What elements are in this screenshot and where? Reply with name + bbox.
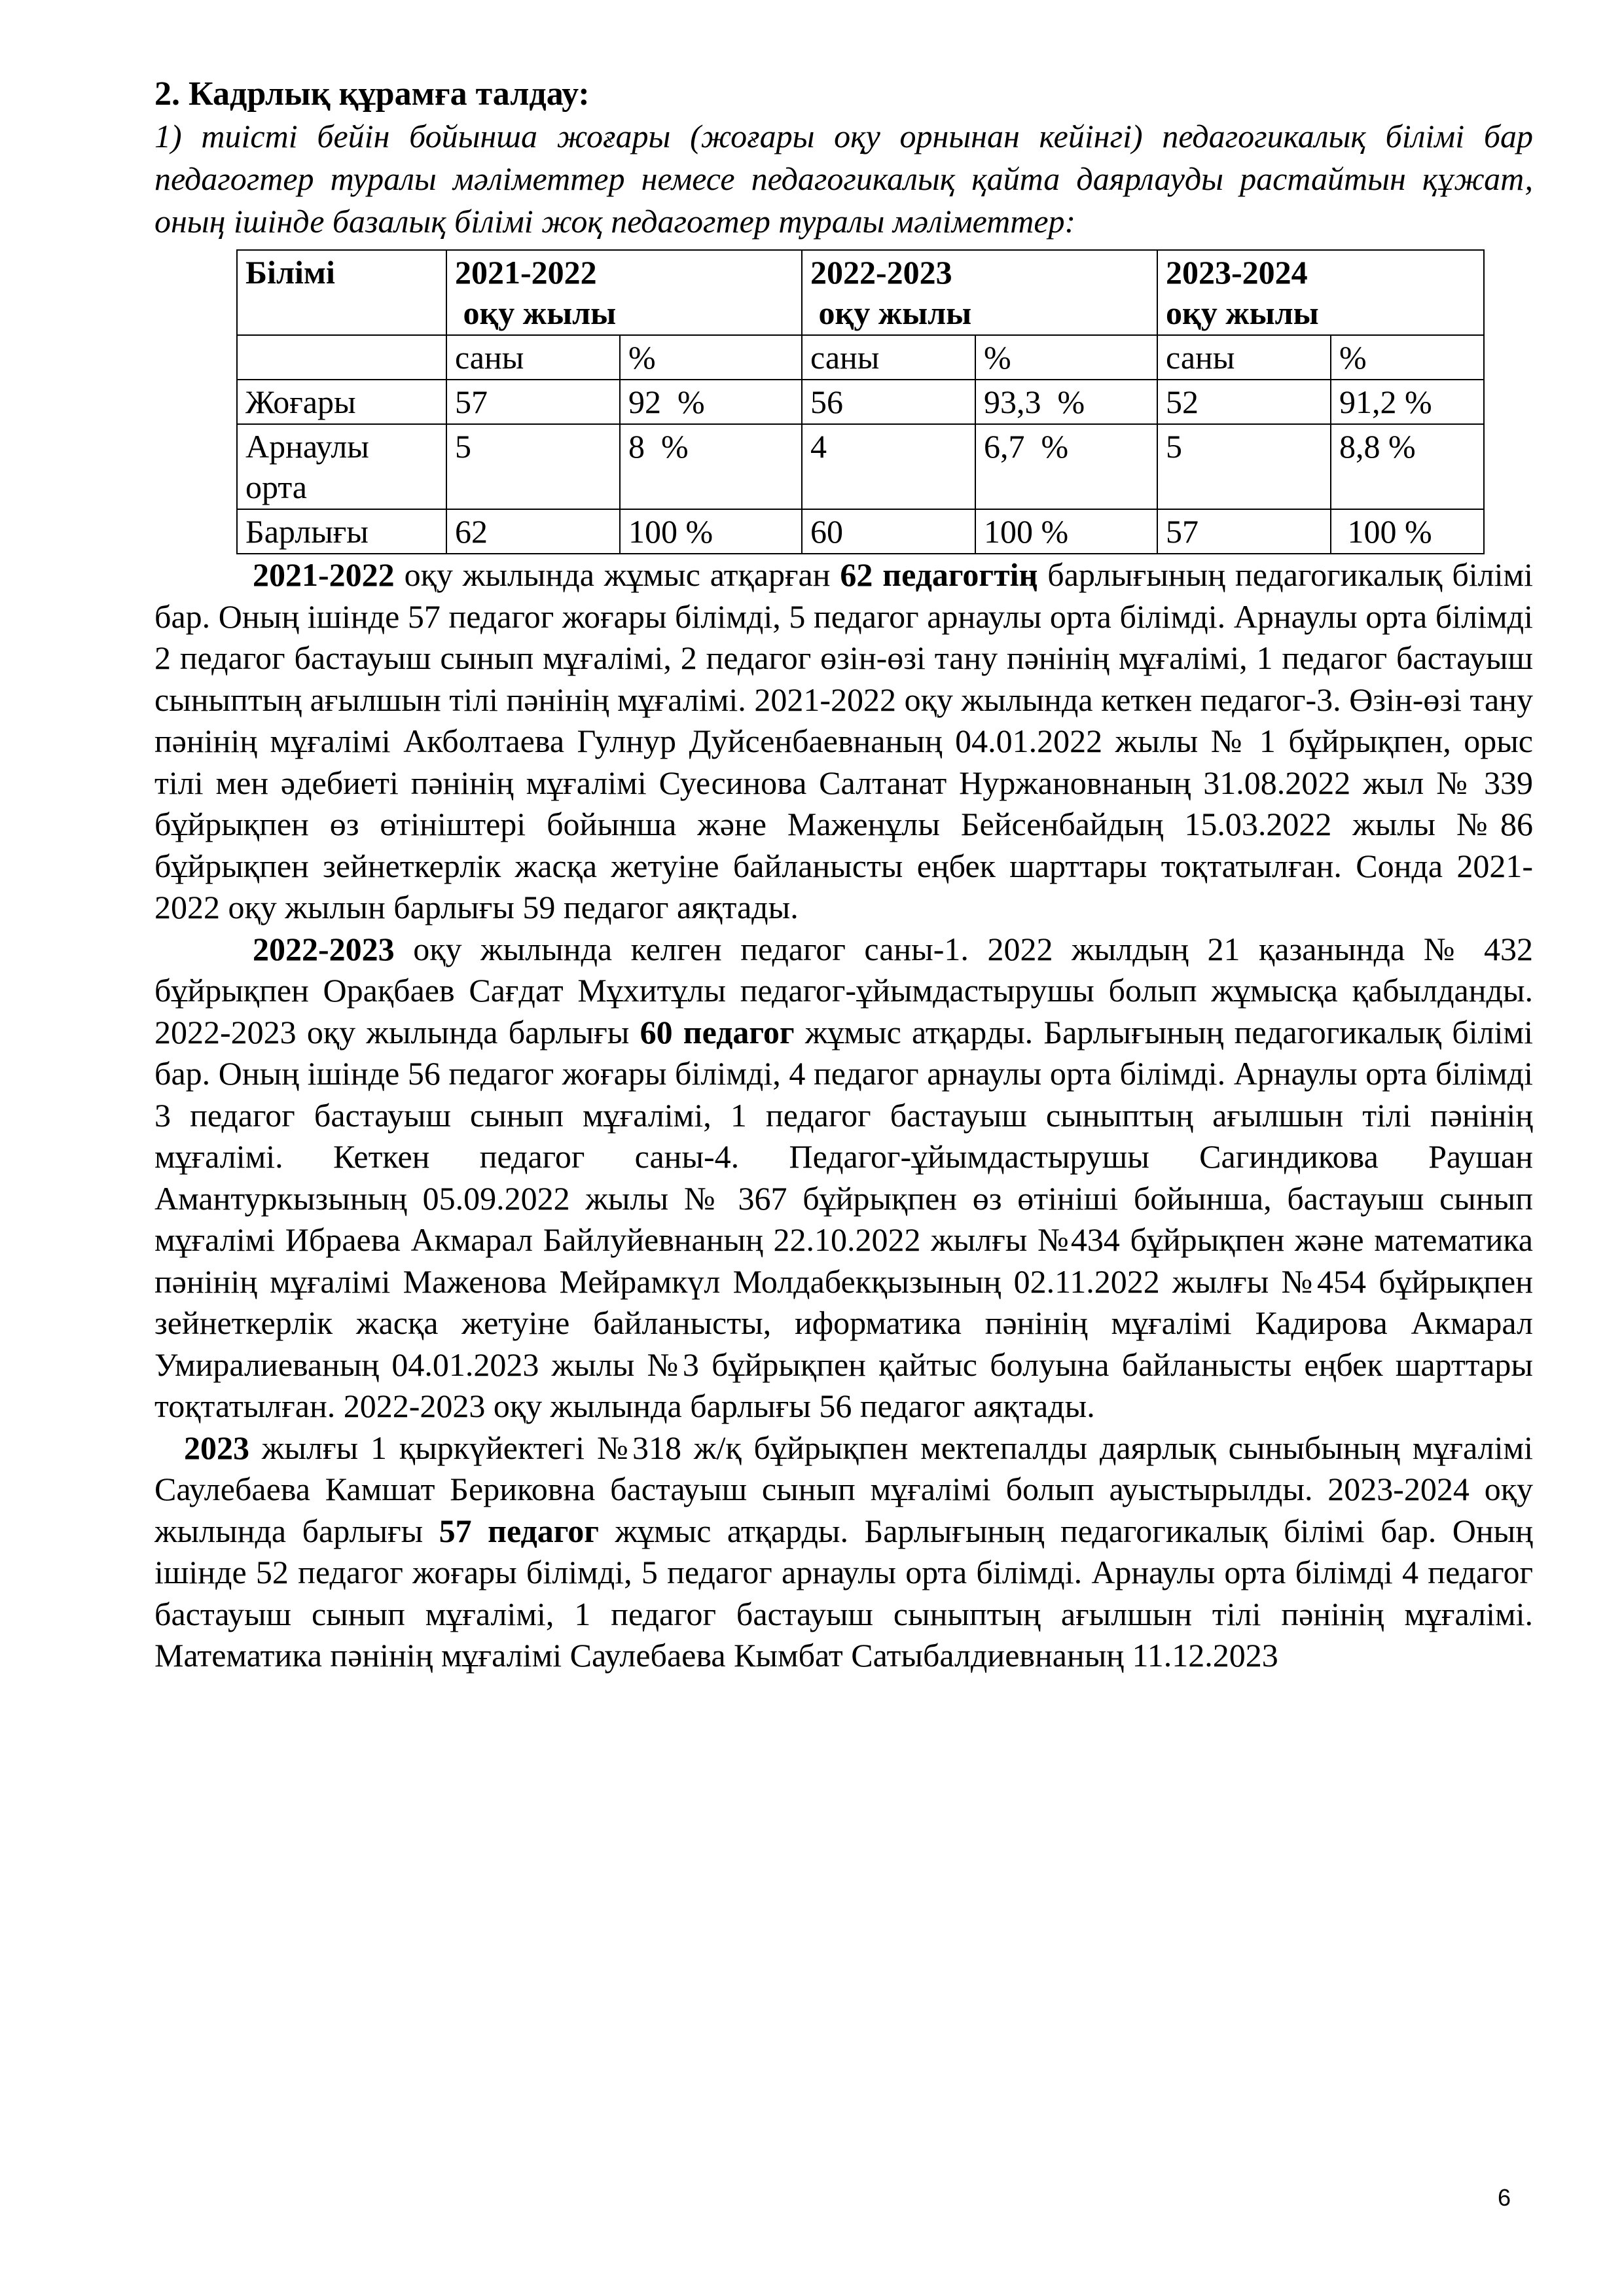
paragraph-2022-2023 [154, 929, 1533, 1427]
section-heading: 2. Кадрлық құрамға талдау: [154, 75, 590, 113]
paragraph-text: оқу жылында жұмыс атқарған [394, 556, 840, 593]
table-cell: 8 % [620, 424, 802, 509]
percent-label: % [975, 335, 1157, 380]
row-label: Арнаулы орта [237, 424, 446, 509]
paragraph-bold: 60 педагог [640, 1013, 795, 1050]
paragraph-text: жұмыс атқарды. Барлығының педагогикалық білімі бар. Оның ішінде 52 педагог жоғары білімді, 5 педагог арнаулы орта білімді. Арнаулы орта білімді 4 педагог бастауыш сынып мұғалімі, 1 педагог бастауыш сыныптың ағылшын тілі пәнінің мұғалімі. Математика пәнінің мұғалімі Саулебаева Кымбат Сатыбалдиевнаның 11.12.2023 [154, 1512, 1533, 1674]
table-cell: 62 [446, 509, 620, 554]
empty-cell [237, 335, 446, 380]
count-label: саны [802, 335, 975, 380]
header-year-1-label: 2021-2022 [455, 254, 597, 291]
percent-label: % [1331, 335, 1484, 380]
table-cell: 57 [446, 380, 620, 424]
table-row [237, 509, 1484, 554]
header-year-1 [446, 250, 802, 335]
table-cell: 93,3 % [975, 380, 1157, 424]
paragraph-text: барлығының педагогикалық білімі бар. Оның ішінде 57 педагог жоғары білімді, 5 педагог арнаулы орта білімді. Арнаулы орта білімді 2 педагог бастауыш сынып мұғалімі, 2 педагог өзін-өзі тану пәнінің мұғалімі, 1 педагог бастауыш сыныптың ағылшын тілі пәнінің мұғалімі. 2021-2022 оқу жылында кеткен педагог-3. Өзін-өзі тану пәнінің мұғалімі Акболтаева Гулнур Дуйсенбаевнаның 04.01.2022 жылы № 1 бұйрықпен, орыс тілі мен әдебиеті пәнінің мұғалімі Суесинова Салтанат Нуржановнаның 31.08.2022 жыл № 339 бұйрықпен өз өтініштері бойынша және Маженұлы Бейсенбайдың 15.03.2022 жылы №86 бұйрықпен зейнеткерлік жасқа жетуіне байланысты еңбек шарттары тоқтатылған. Сонда 2021-2022 оқу жылын барлығы 59 педагог аяқтады. [154, 556, 1534, 925]
paragraph-text: жұмыс атқарды. Барлығының педагогикалық білімі бар. Оның ішінде 56 педагог жоғары білімді, 4 педагог арнаулы орта білімді. Арнаулы орта білімді 3 педагог бастауыш сынып мұғалімі, 1 педагог бастауыш сыныптың ағылшын тілі пәнінің мұғалімі. Кеткен педагог саны-4. Педагог-ұйымдастырушы Сагиндикова Раушан Амантуркызының 05.09.2022 жылы № 367 бұйрықпен өз өтініші бойынша, бастауыш сынып мұғалімі Ибраева Акмарал Байлуйевнаның 22.10.2022 жылғы №434 бұйрықпен және математика пәнінің мұғалімі Маженова Мейрамкүл Молдабекқызының 02.11.2022 жылғы №454 бұйрықпен зейнеткерлік жасқа жетуіне байланысты, иформатика пәнінің мұғалімі Кадирова Акмарал Умиралиеваның 04.01.2023 жылы №3 бұйрықпен қайтыс болуына байланысты еңбек шарттары тоқтатылған. 2022-2023 оқу жылында барлығы 56 педагог аяқтады. [154, 1013, 1533, 1424]
paragraph-2021-2022 [154, 554, 1533, 929]
table-cell: 8,8 % [1331, 424, 1484, 509]
row-label: Барлығы [237, 509, 446, 554]
header-year-2 [802, 250, 1157, 335]
paragraph-text: жылғы 1 қыркүйектегі №318 ж/қ бұйрықпен мектепалды даярлық сыныбының мұғалімі Саулебаева Камшат Бериковна бастауыш сынып мұғалімі болып ауыстырылды. 2023-2024 оқу жылында барлығы [154, 1429, 1533, 1549]
table-cell: 60 [802, 509, 975, 554]
paragraph-bold: 62 педагогтің [840, 556, 1038, 593]
paragraph-year: 2021-2022 [253, 556, 395, 593]
table-subheader-row [237, 335, 1484, 380]
document-page [154, 73, 1533, 1677]
paragraph-bold: 57 педагог [439, 1512, 599, 1549]
table-header-row [237, 250, 1484, 335]
percent-label: % [620, 335, 802, 380]
header-year-1-sub: оқу жылы [455, 295, 617, 331]
header-year-3 [1157, 250, 1484, 335]
table-cell: 6,7 % [975, 424, 1157, 509]
table-cell: 100 % [1331, 509, 1484, 554]
count-label: саны [1157, 335, 1331, 380]
table-cell: 100 % [975, 509, 1157, 554]
paragraph-year: 2023 [184, 1429, 249, 1466]
table-row [237, 380, 1484, 424]
paragraph-year: 2022-2023 [253, 930, 395, 967]
education-table [236, 249, 1485, 554]
table-cell: 5 [446, 424, 620, 509]
table-cell: 92 % [620, 380, 802, 424]
header-year-2-label: 2022-2023 [810, 254, 952, 291]
header-year-3-label: 2023-2024 [1166, 254, 1308, 291]
page-number: 6 [1498, 2184, 1511, 2211]
table-cell: 52 [1157, 380, 1331, 424]
count-label: саны [446, 335, 620, 380]
header-year-3-sub: оқу жылы [1166, 295, 1319, 331]
section-subheading: 1) тиісті бейін бойынша жоғары (жоғары оқу орнынан кейінгі) педагогикалық білімі бар педагогтер туралы мәліметтер немесе педагогикалық қайта даярлауды растайтын құжат, оның ішінде базалық білімі жоқ педагогтер туралы мәліметтер: [154, 118, 1533, 240]
header-year-2-sub: оқу жылы [810, 295, 972, 331]
table-cell: 91,2 % [1331, 380, 1484, 424]
table-row [237, 424, 1484, 509]
paragraph-2023 [154, 1427, 1533, 1677]
table-cell: 57 [1157, 509, 1331, 554]
table-cell: 4 [802, 424, 975, 509]
header-education: Білімі [237, 250, 446, 335]
row-label: Жоғары [237, 380, 446, 424]
table-cell: 5 [1157, 424, 1331, 509]
paragraph-text: оқу жылында келген педагог саны-1. 2022 жылдың 21 қазанында № 432 бұйрықпен Орақбаев Сағдат Мұхитұлы педагог-ұйымдастырушы болып жұмысқа қабылданды. 2022-2023 оқу жылында барлығы [154, 930, 1533, 1050]
table-cell: 100 % [620, 509, 802, 554]
table-cell: 56 [802, 380, 975, 424]
